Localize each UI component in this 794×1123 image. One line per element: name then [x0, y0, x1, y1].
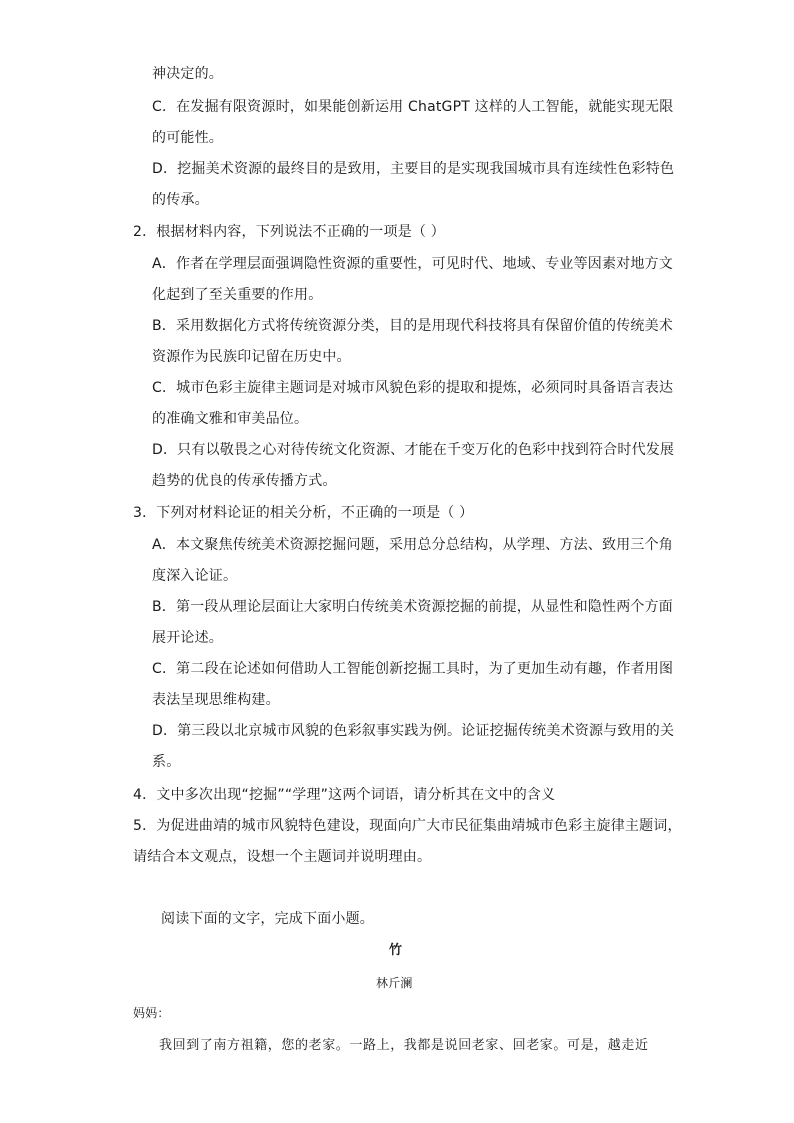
- q4-stem: 4．文中多次出现“挖掘”“学理”这两个词语，请分析其在文中的含义: [133, 787, 556, 803]
- q3-stem: 3．下列对材料论证的相关分析，不正确的一项是（ ）: [133, 505, 474, 521]
- passage-title: 竹: [389, 943, 403, 958]
- q3-option-a-line2: 度深入论证。: [152, 568, 238, 584]
- q2-option-d-line2: 趋势的优良的传承传播方式。: [152, 473, 337, 489]
- q2-option-b-line1: B．采用数据化方式将传统资源分类，目的是用现代科技将具有保留价值的传统美术: [152, 318, 674, 334]
- q5-stem-line2: 请结合本文观点，设想一个主题词并说明理由。: [133, 849, 432, 865]
- q1-option-d-line1: D．挖掘美术资源的最终目的是致用，主要目的是实现我国城市具有连续性色彩特色: [152, 161, 675, 177]
- q3-option-d-line1: D．第三段以北京城市风貌的色彩叙事实践为例。论证挖掘传统美术资源与致用的关: [152, 723, 675, 739]
- q1-prev-option-tail: 神决定的。: [152, 66, 223, 82]
- q5-stem-line1: 5．为促进曲靖的城市风貌特色建设，现面向广大市民征集曲靖城市色彩主旋律主题词，: [133, 818, 682, 834]
- q1-option-c-line1: C．在发掘有限资源时，如果能创新运用 ChatGPT 这样的人工智能，就能实现无限: [152, 99, 674, 115]
- q2-option-d-line1: D．只有以敬畏之心对待传统文化资源、才能在千变万化的色彩中找到符合时代发展: [152, 442, 675, 458]
- q3-option-a-line1: A．本文聚焦传统美术资源挖掘问题，采用总分总结构，从学理、方法、致用三个角: [152, 537, 673, 553]
- q1-option-c-line2: 的可能性。: [152, 130, 223, 146]
- q3-option-c-line1: C．第二段在论述如何借助人工智能创新挖掘工具时，为了更加生动有趣，作者用图: [152, 661, 674, 677]
- q1-option-d-line2: 的传承。: [152, 192, 209, 208]
- q3-option-b-line1: B．第一段从理论层面让大家明白传统美术资源挖掘的前提，从显性和隐性两个方面: [152, 599, 674, 615]
- q2-option-a-line2: 化起到了至关重要的作用。: [152, 287, 323, 303]
- letter-first-line: 我回到了南方祖籍，您的老家。一路上，我都是说回老家、回老家。可是，越走近: [159, 1038, 649, 1053]
- reading-instruction: 阅读下面的文字，完成下面小题。: [161, 911, 374, 927]
- q3-option-c-line2: 表法呈现思维构建。: [152, 692, 280, 708]
- q3-option-d-line2: 系。: [152, 754, 181, 770]
- q2-option-b-line2: 资源作为民族印记留在历史中。: [152, 349, 351, 365]
- letter-salutation: 妈妈：: [133, 1006, 170, 1020]
- q2-option-c-line2: 的准确文雅和审美品位。: [152, 411, 309, 427]
- q2-option-c-line1: C．城市色彩主旋律主题词是对城市风貌色彩的提取和提炼，必须同时具备语言表达: [152, 380, 674, 396]
- q3-option-b-line2: 展开论述。: [152, 630, 223, 646]
- q2-option-a-line1: A．作者在学理层面强调隐性资源的重要性，可见时代、地域、专业等因素对地方文: [152, 256, 673, 272]
- q2-stem: 2．根据材料内容，下列说法不正确的一项是（ ）: [133, 224, 445, 240]
- passage-author: 林斤澜: [376, 976, 413, 990]
